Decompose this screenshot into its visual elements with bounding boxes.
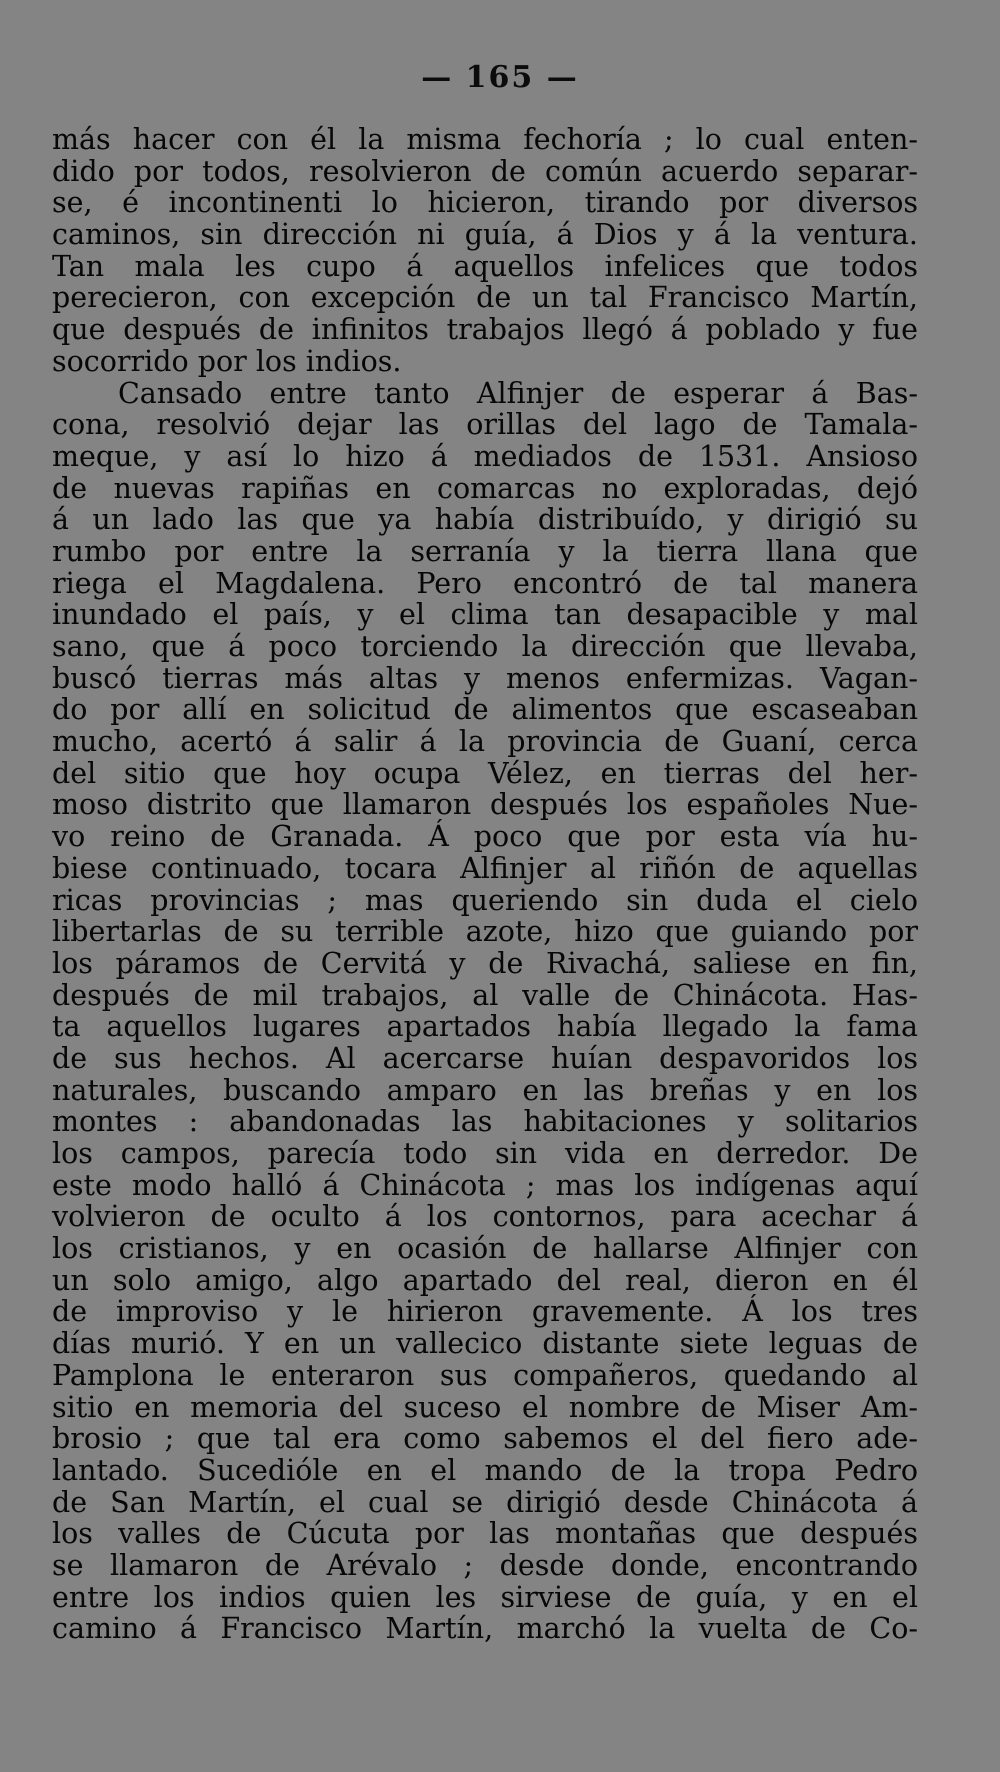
text-line: se, é incontinenti lo hicieron, tirando por diversos [52, 186, 918, 220]
text-line: cona, resolvió dejar las orillas del lago de Tamala- [52, 408, 918, 442]
text-line: ricas provincias ; mas queriendo sin duda el cielo [52, 883, 918, 917]
text-line: los cristianos, y en ocasión de hallarse Alfinjer con [52, 1232, 918, 1266]
text-line: Cansado entre tanto Alfinjer de esperar á Bas- [118, 376, 918, 410]
text-line: sano, que á poco torciendo la dirección que llevaba, [52, 630, 918, 663]
text-line: los valles de Cúcuta por las montañas que después [52, 1517, 918, 1551]
text-line: mucho, acertó á salir á la provincia de Guaní, cerca [52, 725, 918, 759]
text-line: libertarlas de su terrible azote, hizo que guiando por [52, 915, 918, 949]
text-line: meque, y así lo hizo á mediados de 1531. Ansioso [52, 439, 918, 473]
text-line: sitio en memoria del suceso el nombre de Miser Am- [52, 1390, 918, 1424]
text-line: que después de infinitos trabajos llegó á poblado y fue [52, 313, 918, 347]
text-line: días murió. Y en un vallecico distante siete leguas de [52, 1327, 918, 1361]
text-line: camino á Francisco Martín, marchó la vuelta de Co- [52, 1612, 918, 1646]
text-line: montes : abandonadas las habitaciones y solitarios [52, 1105, 918, 1139]
text-line: á un lado las que ya había distribuído, y dirigió su [52, 503, 918, 537]
page-number: — 165 — [421, 60, 579, 95]
text-line: Pamplona le enteraron sus compañeros, quedando al [52, 1358, 918, 1392]
text-line: del sitio que hoy ocupa Vélez, en tierras del her- [52, 756, 918, 790]
text-line: naturales, buscando amparo en las breñas y en los [52, 1073, 918, 1107]
text-line: Tan mala les cupo á aquellos infelices que todos [52, 249, 918, 283]
text-line: este modo halló á Chinácota ; mas los indígenas aquí [52, 1168, 918, 1202]
text-line: más hacer con él la misma fechoría ; lo cual enten- [52, 123, 918, 156]
text-line: de sus hechos. Al acercarse huían despavoridos los [52, 1041, 918, 1075]
text-line: los páramos de Cervitá y de Rivachá, saliese en fin, [52, 946, 918, 980]
text-line: riega el Magdalena. Pero encontró de tal manera [52, 566, 918, 600]
text-line: entre los indios quien les sirviese de guía, y en el [52, 1580, 918, 1614]
text-line: biese continuado, tocara Alfinjer al riñón de aquellas [52, 851, 918, 885]
text-line: brosio ; que tal era como sabemos el del fiero ade- [52, 1422, 918, 1456]
text-line: se llamaron de Arévalo ; desde donde, encontrando [52, 1548, 918, 1582]
text-line: los campos, parecía todo sin vida en derredor. De [52, 1137, 918, 1170]
text-line: moso distrito que llamaron después los españoles Nue- [52, 788, 918, 822]
text-line: vo reino de Granada. Á poco que por esta vía hu- [52, 820, 918, 854]
text-line: dido por todos, resolvieron de común acuerdo separar- [52, 154, 918, 188]
text-line: rumbo por entre la serranía y la tierra llana que [52, 534, 918, 568]
text-line: do por allí en solicitud de alimentos que escaseaban [52, 693, 918, 727]
body-text [52, 124, 918, 1645]
text-line: inundado el país, y el clima tan desapacible y mal [52, 598, 918, 632]
text-line: caminos, sin dirección ni guía, á Dios y á la ventura. [52, 218, 918, 252]
text-line: de nuevas rapiñas en comarcas no exploradas, dejó [52, 471, 918, 505]
text-line: volvieron de oculto á los contornos, para acechar á [52, 1200, 918, 1234]
text-line: de San Martín, el cual se dirigió desde Chinácota á [52, 1485, 918, 1519]
text-line: buscó tierras más altas y menos enfermizas. Vagan- [52, 661, 918, 695]
text-line: lantado. Sucedióle en el mando de la tropa Pedro [52, 1453, 918, 1487]
text-line: ta aquellos lugares apartados había llegado la fama [52, 1010, 918, 1044]
text-line: perecieron, con excepción de un tal Francisco Martín, [52, 281, 918, 315]
text-line: de improviso y le hirieron gravemente. Á los tres [52, 1295, 918, 1329]
text-line: socorrido por los indios. [52, 344, 402, 378]
text-line: después de mil trabajos, al valle de Chinácota. Has- [52, 978, 918, 1012]
text-line: un solo amigo, algo apartado del real, dieron en él [52, 1263, 918, 1297]
